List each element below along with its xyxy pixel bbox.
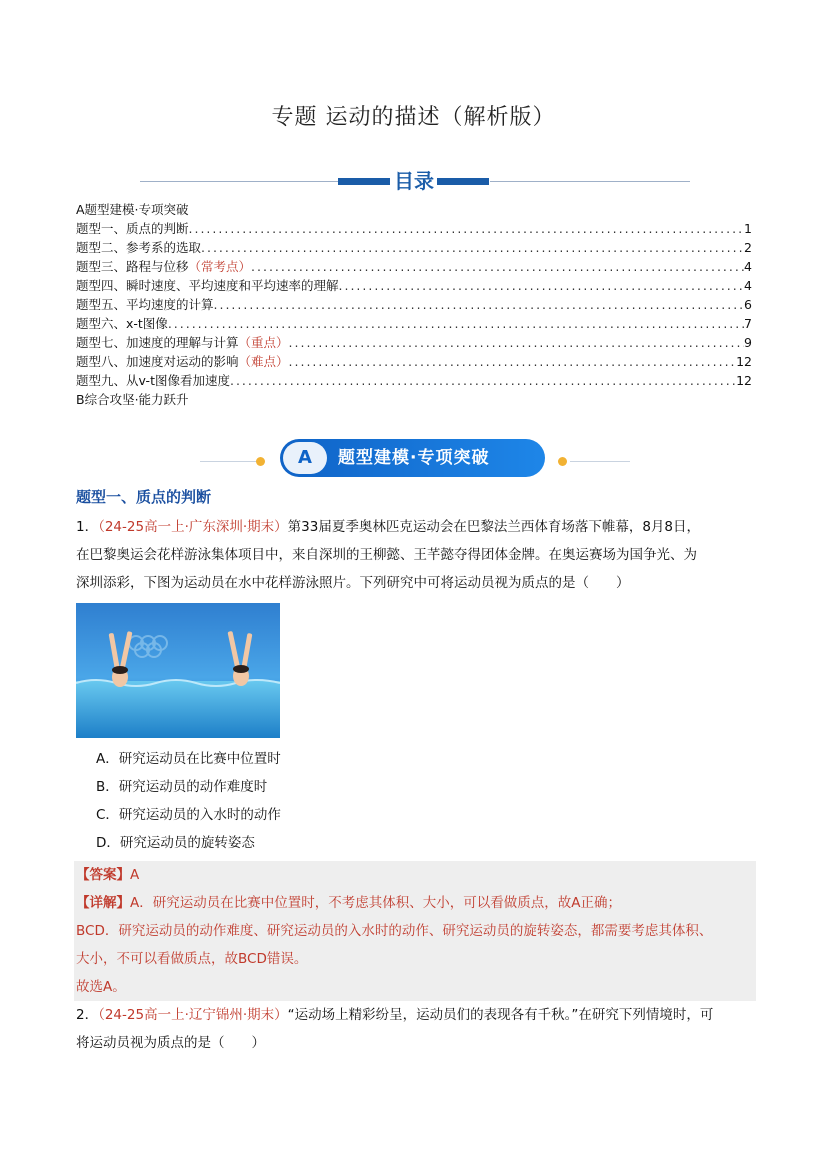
toc-part-a[interactable]: A题型建模·专项突破 (76, 202, 189, 217)
banner-text: 题型建模·专项突破 (338, 448, 490, 468)
toc-title: 目录 (394, 169, 434, 193)
conclusion-line: 故选A。 (76, 979, 126, 995)
question-line: 1．（24-25高一上·广东深圳·期末）第33届夏季奥林匹克运动会在巴黎法兰西体育场落下帷幕，8月8日， (76, 519, 701, 535)
banner-badge: A (283, 442, 327, 474)
toc-part-b[interactable]: B综合攻坚·能力跃升 (76, 392, 189, 407)
toc-item[interactable]: 题型一、质点的判断 ..... 1 (76, 219, 752, 238)
question-1 (76, 513, 756, 597)
toc-item[interactable]: 题型三、路程与位移（常考点） ..... 4 (76, 257, 752, 276)
divider (200, 461, 260, 462)
option-a[interactable]: A．研究运动员在比赛中位置时 (96, 751, 281, 767)
answer-line: 【答案】A (76, 867, 140, 883)
toc-item[interactable]: 题型八、加速度对运动的影响（难点） ..... 12 (76, 352, 752, 371)
detail-line: 【详解】A．研究运动员在比赛中位置时，不考虑其体积、大小，可以看做质点，故A正确； (76, 895, 621, 911)
toc-item[interactable]: 题型九、从v-t图像看加速度 ..... 12 (76, 371, 752, 390)
option-b[interactable]: B．研究运动员的动作难度时 (96, 779, 268, 795)
toc-item[interactable]: 题型六、x-t图像 ..... 7 (76, 314, 752, 333)
banner-pill (280, 439, 545, 477)
dot-icon (558, 457, 567, 466)
table-of-contents (76, 200, 752, 409)
answer-box (74, 861, 756, 1001)
dot-icon (256, 457, 265, 466)
toc-heading (140, 165, 690, 195)
toc-item[interactable]: 题型五、平均速度的计算 ..... 6 (76, 295, 752, 314)
section-banner (200, 437, 630, 479)
question-2 (76, 1001, 756, 1057)
divider (490, 181, 690, 182)
option-d[interactable]: D．研究运动员的旋转姿态 (96, 835, 255, 851)
question-line: 在巴黎奥运会花样游泳集体项目中，来自深圳的王柳懿、王芊懿夺得团体金牌。在奥运赛场为国争光、为 (76, 547, 697, 563)
question-line: 2．（24-25高一上·辽宁锦州·期末）“运动场上精彩纷呈，运动员们的表现各有千秋。”在研究下列情境时，可 (76, 1007, 714, 1023)
detail-line: BCD．研究运动员的动作难度、研究运动员的入水时的动作、研究运动员的旋转姿态，都需要考虑其体积、 (76, 923, 713, 939)
option-c[interactable]: C．研究运动员的入水时的动作 (96, 807, 281, 823)
divider (570, 461, 630, 462)
divider (140, 181, 340, 182)
divider (437, 178, 489, 185)
toc-item[interactable]: 题型四、瞬时速度、平均速度和平均速率的理解 ..... 4 (76, 276, 752, 295)
page-title: 专题 运动的描述（解析版） (271, 105, 556, 130)
section-heading: 题型一、质点的判断 (76, 488, 212, 506)
swimming-photo (76, 603, 280, 738)
toc-item[interactable]: 题型二、参考系的选取 ..... 2 (76, 238, 752, 257)
toc-item[interactable]: 题型七、加速度的理解与计算（重点） ..... 9 (76, 333, 752, 352)
question-line: 深圳添彩，下图为运动员在水中花样游泳照片。下列研究中可将运动员视为质点的是（ ） (76, 575, 630, 591)
detail-line: 大小，不可以看做质点，故BCD错误。 (76, 951, 308, 967)
question-line: 将运动员视为质点的是（ ） (76, 1035, 265, 1051)
divider (338, 178, 390, 185)
